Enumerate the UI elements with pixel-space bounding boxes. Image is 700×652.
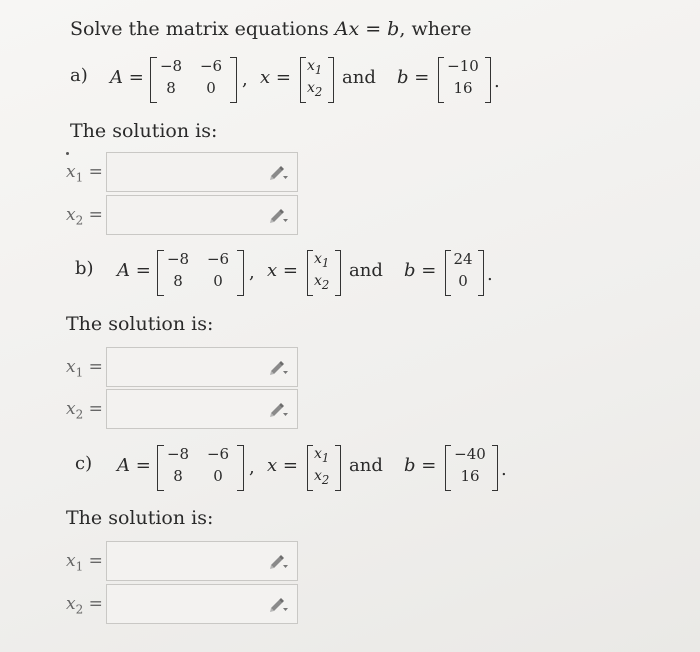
x2-label: $x_2$ =: [66, 205, 103, 228]
vector-b-entry: −40: [454, 445, 486, 463]
vector-b-right-bracket: [485, 57, 491, 103]
vector-x-entry: $x_1$: [307, 58, 323, 77]
pencil-dropdown-icon[interactable]: [268, 358, 290, 376]
part-label: c): [75, 453, 93, 474]
and-text: and: [342, 67, 376, 88]
vector-b-label: b =: [404, 260, 437, 281]
matrix-A-entry: −6: [199, 57, 223, 75]
matrix-A-label: A =: [110, 67, 144, 88]
matrix-A-entry: 8: [173, 467, 183, 485]
vector-x-left-bracket: [307, 445, 313, 491]
matrix-A-right-bracket: [230, 57, 237, 103]
vector-b-entry: 24: [453, 250, 473, 268]
vector-b-right-bracket: [492, 445, 498, 491]
comma: ,: [249, 262, 255, 283]
matrix-A-entry: −8: [166, 445, 190, 463]
comma: ,: [249, 457, 255, 478]
vector-b-label: b =: [397, 67, 430, 88]
vector-x-entry: $x_2$: [307, 80, 323, 99]
vector-x-label: x =: [267, 455, 298, 476]
vector-x-right-bracket: [335, 445, 341, 491]
stray-mark: [66, 152, 69, 155]
x2-label: $x_2$ =: [66, 594, 103, 617]
matrix-A-entry: 0: [213, 467, 223, 485]
pencil-dropdown-icon[interactable]: [268, 552, 290, 570]
vector-b-entry: 16: [460, 467, 480, 485]
vector-x-entry: $x_1$: [314, 251, 330, 270]
period: .: [494, 71, 500, 92]
and-text: and: [349, 260, 383, 281]
vector-x-left-bracket: [300, 57, 306, 103]
and-text: and: [349, 455, 383, 476]
pencil-dropdown-icon[interactable]: [268, 206, 290, 224]
vector-x-left-bracket: [307, 250, 313, 296]
pencil-dropdown-icon[interactable]: [268, 163, 290, 181]
matrix-A-entry: −6: [206, 445, 230, 463]
x1-label: $x_1$ =: [66, 162, 103, 185]
title-equation: Ax = b: [334, 18, 400, 40]
part-label: b): [75, 258, 94, 279]
matrix-A-label: A =: [117, 260, 151, 281]
pencil-dropdown-icon[interactable]: [268, 595, 290, 613]
x1-label: $x_1$ =: [66, 551, 103, 574]
pencil-dropdown-icon[interactable]: [268, 400, 290, 418]
solution-heading: The solution is:: [70, 120, 218, 142]
matrix-A-entry: 0: [213, 272, 223, 290]
matrix-A-right-bracket: [237, 250, 244, 296]
page-title: [70, 18, 472, 40]
solution-heading: The solution is:: [66, 313, 214, 335]
vector-x-entry: $x_1$: [314, 446, 330, 465]
matrix-A-entry: −6: [206, 250, 230, 268]
vector-b-entry: 16: [453, 79, 473, 97]
matrix-A-entry: −8: [166, 250, 190, 268]
period: .: [501, 459, 507, 480]
matrix-A-entry: 8: [166, 79, 176, 97]
title-text: Solve the matrix equations: [70, 18, 335, 40]
x1-label: $x_1$ =: [66, 357, 103, 380]
matrix-A-entry: 0: [206, 79, 216, 97]
vector-x-label: x =: [267, 260, 298, 281]
period: .: [487, 264, 493, 285]
vector-b-entry: 0: [458, 272, 468, 290]
vector-x-right-bracket: [335, 250, 341, 296]
matrix-A-entry: −8: [159, 57, 183, 75]
matrix-A-right-bracket: [237, 445, 244, 491]
vector-b-entry: −10: [447, 57, 479, 75]
comma: ,: [242, 69, 248, 90]
matrix-A-label: A =: [117, 455, 151, 476]
part-label: a): [70, 65, 88, 86]
title-suffix: , where: [399, 18, 472, 40]
matrix-A-entry: 8: [173, 272, 183, 290]
solution-heading: The solution is:: [66, 507, 214, 529]
vector-x-entry: $x_2$: [314, 468, 330, 487]
vector-x-right-bracket: [328, 57, 334, 103]
x2-label: $x_2$ =: [66, 399, 103, 422]
vector-x-label: x =: [260, 67, 291, 88]
vector-x-entry: $x_2$: [314, 273, 330, 292]
vector-b-right-bracket: [478, 250, 484, 296]
vector-b-label: b =: [404, 455, 437, 476]
